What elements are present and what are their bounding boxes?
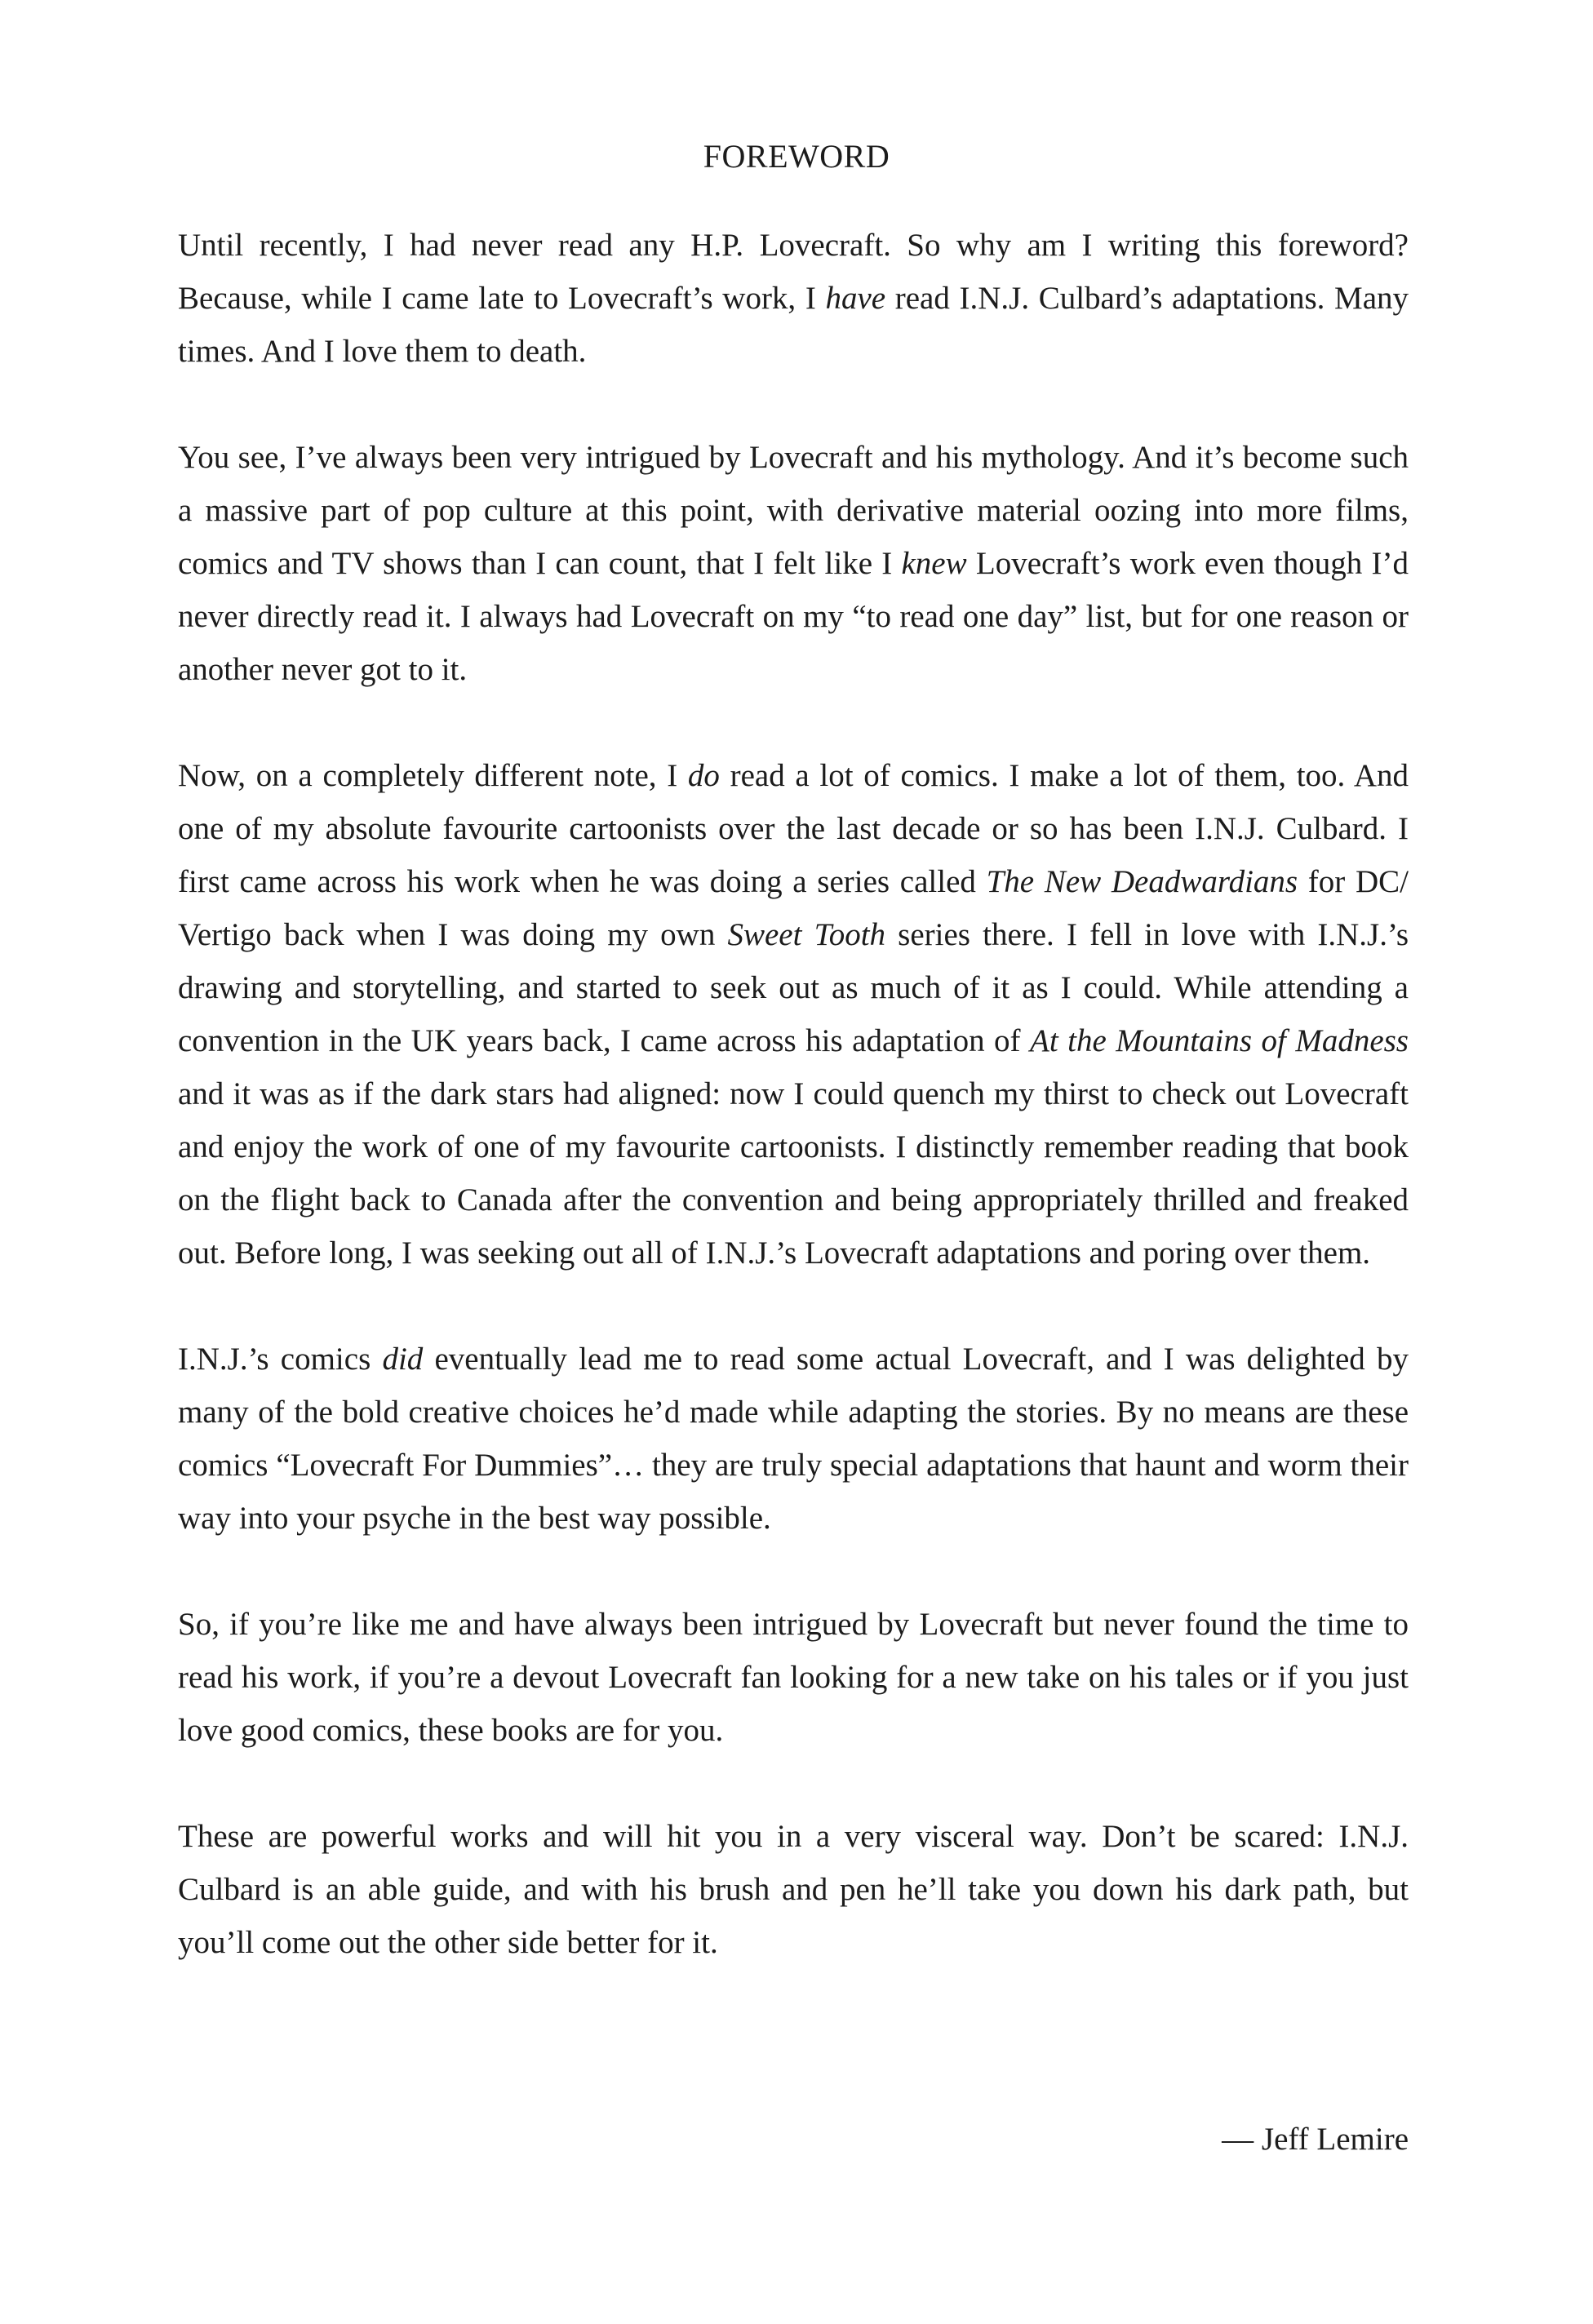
author-signature: — Jeff Lemire bbox=[1222, 2122, 1409, 2157]
paragraph-3 bbox=[178, 749, 1409, 1280]
italic-text-run: have bbox=[825, 281, 886, 316]
italic-text-run: At the Mountains of Madness bbox=[1030, 1023, 1409, 1058]
paragraph-1 bbox=[178, 219, 1409, 378]
italic-text-run: The New Deadwardians bbox=[986, 864, 1298, 899]
text-run: Until recently, I had never read any H.P. Lovecraft. So why am I writing this foreword? Because, while I came late to Lovecraft’s work, I bbox=[178, 228, 1409, 316]
italic-text-run: Sweet Tooth bbox=[727, 917, 886, 952]
paragraph-5 bbox=[178, 1598, 1409, 1757]
paragraph-2 bbox=[178, 431, 1409, 696]
paragraph-6 bbox=[178, 1810, 1409, 1969]
text-run: read I.N.J. Culbard’s adaptations. Many times. And I love them to death. bbox=[178, 281, 1409, 369]
text-run: So, if you’re like me and have always been intrigued by Lovecraft but never found the time to read his work, if you’re a devout Lovecraft fan looking for a new take on his tales or if you just love good comics, these books are for you. bbox=[178, 1607, 1409, 1748]
text-run: You see, I’ve always been very intrigued by Lovecraft and his mythology. And it’s become such a massive part of pop culture at this point, with derivative material oozing into more films, comics and TV shows than I can count, that I felt like I bbox=[178, 440, 1409, 581]
text-run: eventually lead me to read some actual Lovecraft, and I was delighted by many of the bold creative choices he’d made while adapting the stories. By no means are these comics “Lovecraft For Dummies”… they are truly special adaptations that haunt and worm their way into your psyche in the best way possible. bbox=[178, 1342, 1409, 1536]
page-title: FOREWORD bbox=[703, 138, 890, 175]
text-run: Lovecraft’s work even though I’d never directly read it. I always had Lovecraft on my “to read one day” list, but for one reason or another never got to it. bbox=[178, 546, 1409, 687]
text-run: and it was as if the dark stars had aligned: now I could quench my thirst to check out Lovecraft and enjoy the work of one of my favourite cartoonists. I distinctly remember reading that book on the flight back to Canada after the convention and being appropriately thrilled and freaked out. Before long, I was seeking out all of I.N.J.’s Lovecraft adaptations and poring over them. bbox=[178, 1076, 1409, 1271]
text-run: Now, on a completely different note, I bbox=[178, 758, 688, 793]
paragraph-4 bbox=[178, 1333, 1409, 1545]
text-run: These are powerful works and will hit you in a very visceral way. Don’t be scared: I.N.J. Culbard is an able guide, and with his brush and pen he’ll take you down his dark path, but you’ll come out the other side better for it. bbox=[178, 1819, 1409, 1960]
italic-text-run: did bbox=[382, 1342, 424, 1377]
foreword-body bbox=[178, 219, 1409, 2022]
text-run: series there. I fell in love with I.N.J.’s drawing and storytelling, and started to seek out as much of it as I could. While attending a convention in the UK years back, I came across his adaptation of bbox=[178, 917, 1409, 1058]
text-run: read a lot of comics. I make a lot of them, too. And one of my absolute favourite cartoonists over the last decade or so has been I.N.J. Culbard. I first came across his work when he was doing a series called bbox=[178, 758, 1409, 899]
italic-text-run: knew bbox=[901, 546, 967, 581]
text-run: I.N.J.’s comics bbox=[178, 1342, 383, 1377]
text-run: for DC/ Vertigo back when I was doing my own bbox=[178, 864, 1409, 952]
italic-text-run: do bbox=[687, 758, 720, 793]
